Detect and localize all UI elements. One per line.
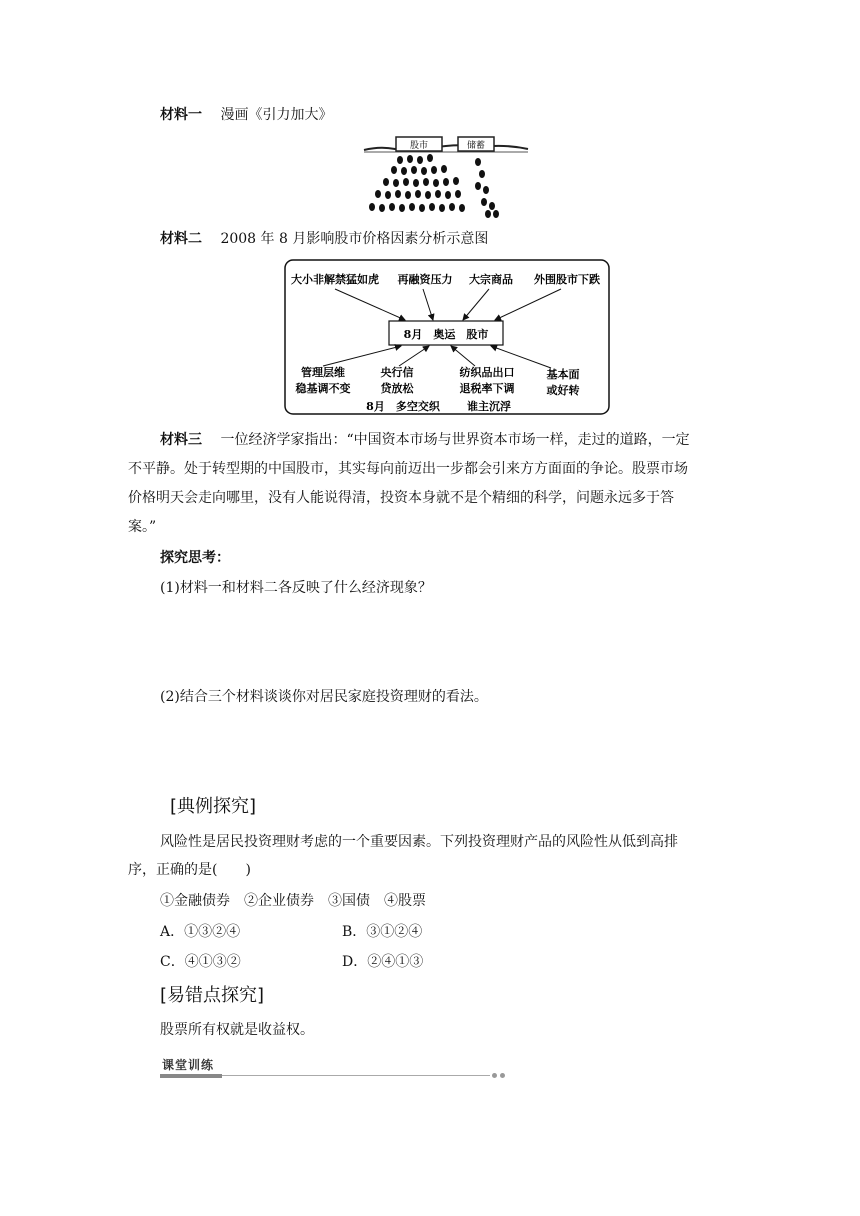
factor-unlocking: 大小非解禁猛如虎 bbox=[291, 273, 379, 286]
factor-regulation-2: 稳基调不变 bbox=[295, 382, 351, 395]
material1-title: 漫画《引力加大》 bbox=[220, 107, 333, 123]
material1-label: 材料一 bbox=[160, 107, 202, 123]
material1-line bbox=[160, 105, 332, 125]
example-question-line-2: 序，正确的是( ) bbox=[128, 862, 251, 878]
stock-price-factors-diagram bbox=[283, 258, 611, 416]
factor-foreign-markets: 外围股市下跌 bbox=[534, 273, 600, 286]
factor-fundamentals-2: 或好转 bbox=[546, 384, 580, 397]
factor-fundamentals-1: 基本面 bbox=[546, 368, 580, 381]
material3-line-3: 价格明天会走向哪里，没有人能说得清，投资本身就不是个精细的科学，问题永远多于答 bbox=[128, 490, 674, 506]
factor-commodities: 大宗商品 bbox=[469, 273, 513, 286]
factor-credit-1: 央行信 bbox=[380, 366, 414, 379]
falling-money-right bbox=[475, 158, 499, 218]
material2-line bbox=[160, 229, 488, 249]
question-1: (1)材料一和材料二各反映了什么经济现象？ bbox=[160, 580, 432, 596]
factor-regulation-1: 管理层维 bbox=[301, 366, 345, 379]
banner-dot-2 bbox=[500, 1073, 505, 1078]
banner-dot-1 bbox=[492, 1073, 497, 1078]
banner-label: 课堂训练 bbox=[162, 1058, 215, 1072]
material2-label: 材料二 bbox=[160, 231, 202, 247]
cartoon-gravity-increased bbox=[360, 130, 532, 220]
material3-line-1 bbox=[160, 426, 728, 455]
material3-label: 材料三 bbox=[160, 432, 202, 448]
factor-refinancing: 再融资压力 bbox=[397, 273, 453, 286]
example-heading: [典例探究] bbox=[170, 796, 257, 817]
sign-savings: 储蓄 bbox=[466, 141, 486, 151]
option-d: D．②④①③ bbox=[342, 954, 424, 970]
mistake-heading: [易错点探究] bbox=[160, 985, 265, 1006]
footer-left: 8月 多空交织 bbox=[366, 400, 440, 413]
class-training-banner bbox=[160, 1056, 510, 1080]
material3-line-4: 案。” bbox=[128, 519, 157, 535]
mistake-text: 股票所有权就是收益权。 bbox=[160, 1022, 314, 1038]
falling-money-left bbox=[369, 154, 465, 212]
option-a: A．①③②④ bbox=[160, 924, 241, 940]
banner-bar-dark bbox=[160, 1074, 222, 1078]
question-2: (2)结合三个材料谈谈你对居民家庭投资理财的看法。 bbox=[160, 689, 488, 705]
factor-textile-2: 退税率下调 bbox=[459, 382, 515, 395]
center-label: 8月 奥运 股市 bbox=[403, 328, 489, 341]
option-b: B．③①②④ bbox=[342, 924, 423, 940]
banner-rule bbox=[222, 1075, 490, 1076]
factor-credit-2: 贷放松 bbox=[380, 382, 414, 395]
example-question-line-1: 风险性是居民投资理财考虑的一个重要因素。下列投资理财产品的风险性从低到高排 bbox=[160, 834, 678, 850]
option-c: C．④①③② bbox=[160, 954, 241, 970]
sign-stock-market: 股市 bbox=[409, 141, 429, 151]
example-items: ①金融债券 ②企业债券 ③国债 ④股票 bbox=[160, 893, 426, 909]
material3-block bbox=[160, 426, 728, 455]
footer-right: 谁主沉浮 bbox=[467, 400, 511, 413]
inquiry-label: 探究思考： bbox=[160, 550, 230, 566]
factor-textile-1: 纺织品出口 bbox=[459, 366, 515, 379]
material2-title: 2008 年 8 月影响股市价格因素分析示意图 bbox=[220, 231, 489, 247]
material3-line-2: 不平静。处于转型期的中国股市，其实每向前迈出一步都会引来方方面面的争论。股票市场 bbox=[128, 461, 688, 477]
material3-text-1: 一位经济学家指出：“中国资本市场与世界资本市场一样，走过的道路，一定 bbox=[220, 432, 690, 448]
